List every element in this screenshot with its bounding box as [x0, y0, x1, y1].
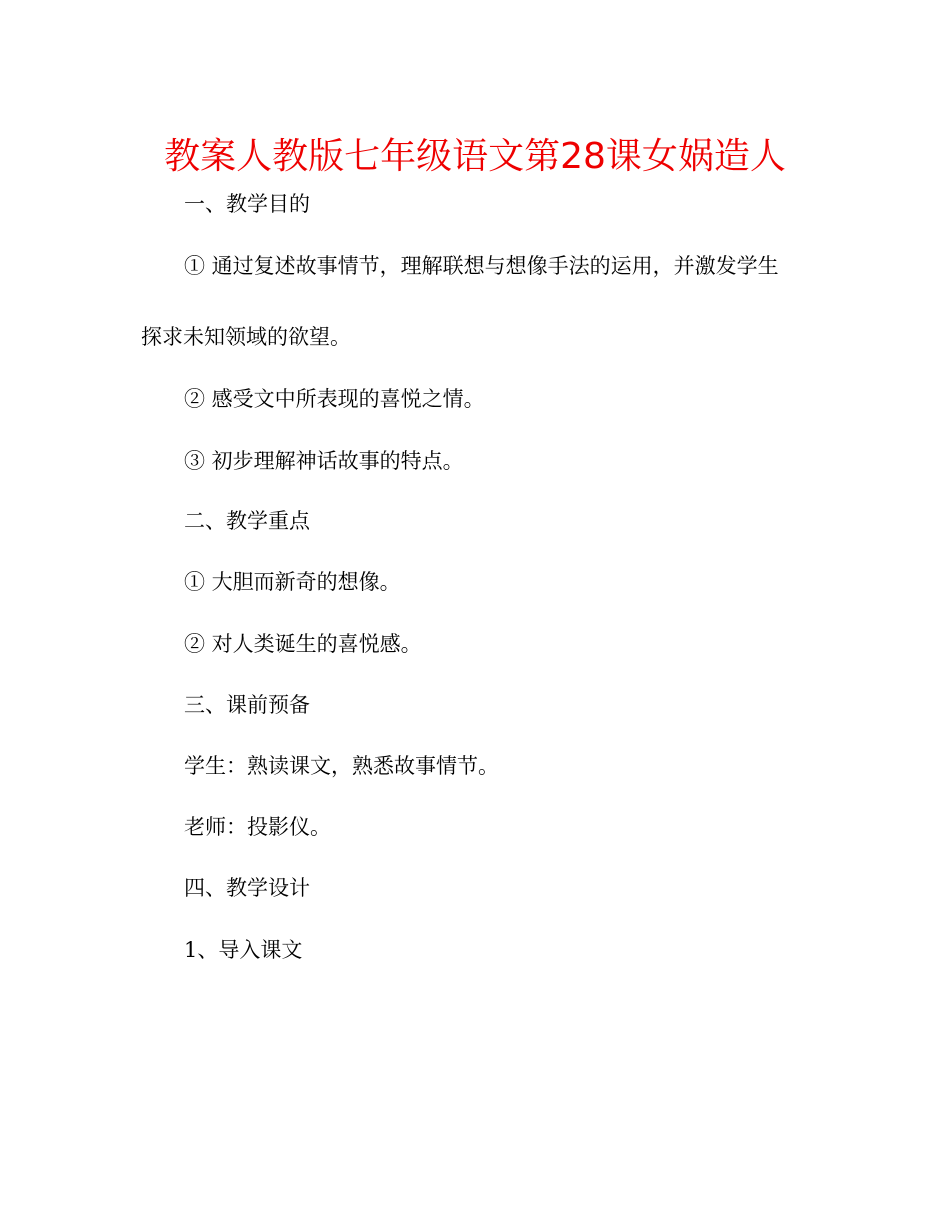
goal-item-2: ② 感受文中所表现的喜悦之情。 — [184, 387, 485, 411]
preparation-students: 学生：熟读课文，熟悉故事情节。 — [184, 754, 499, 778]
focus-item-1: ① 大胆而新奇的想像。 — [184, 570, 401, 594]
design-step-1: 1、导入课文 — [184, 938, 303, 962]
document-title: 教案人教版七年级语文第28课女娲造人 — [164, 136, 786, 177]
goal-item-1: ① 通过复述故事情节，理解联想与想像手法的运用，并激发学生 — [184, 254, 779, 278]
goal-item-3: ③ 初步理解神话故事的特点。 — [184, 449, 464, 473]
section-heading-preparation: 三、课前预备 — [184, 693, 310, 717]
section-heading-teaching-focus: 二、教学重点 — [184, 509, 310, 533]
focus-item-2: ② 对人类诞生的喜悦感。 — [184, 632, 422, 656]
preparation-teacher: 老师：投影仪。 — [184, 815, 331, 839]
section-heading-teaching-goals: 一、教学目的 — [184, 192, 310, 216]
goal-item-1-continued: 探求未知领域的欲望。 — [141, 325, 351, 349]
section-heading-teaching-design: 四、教学设计 — [184, 876, 310, 900]
